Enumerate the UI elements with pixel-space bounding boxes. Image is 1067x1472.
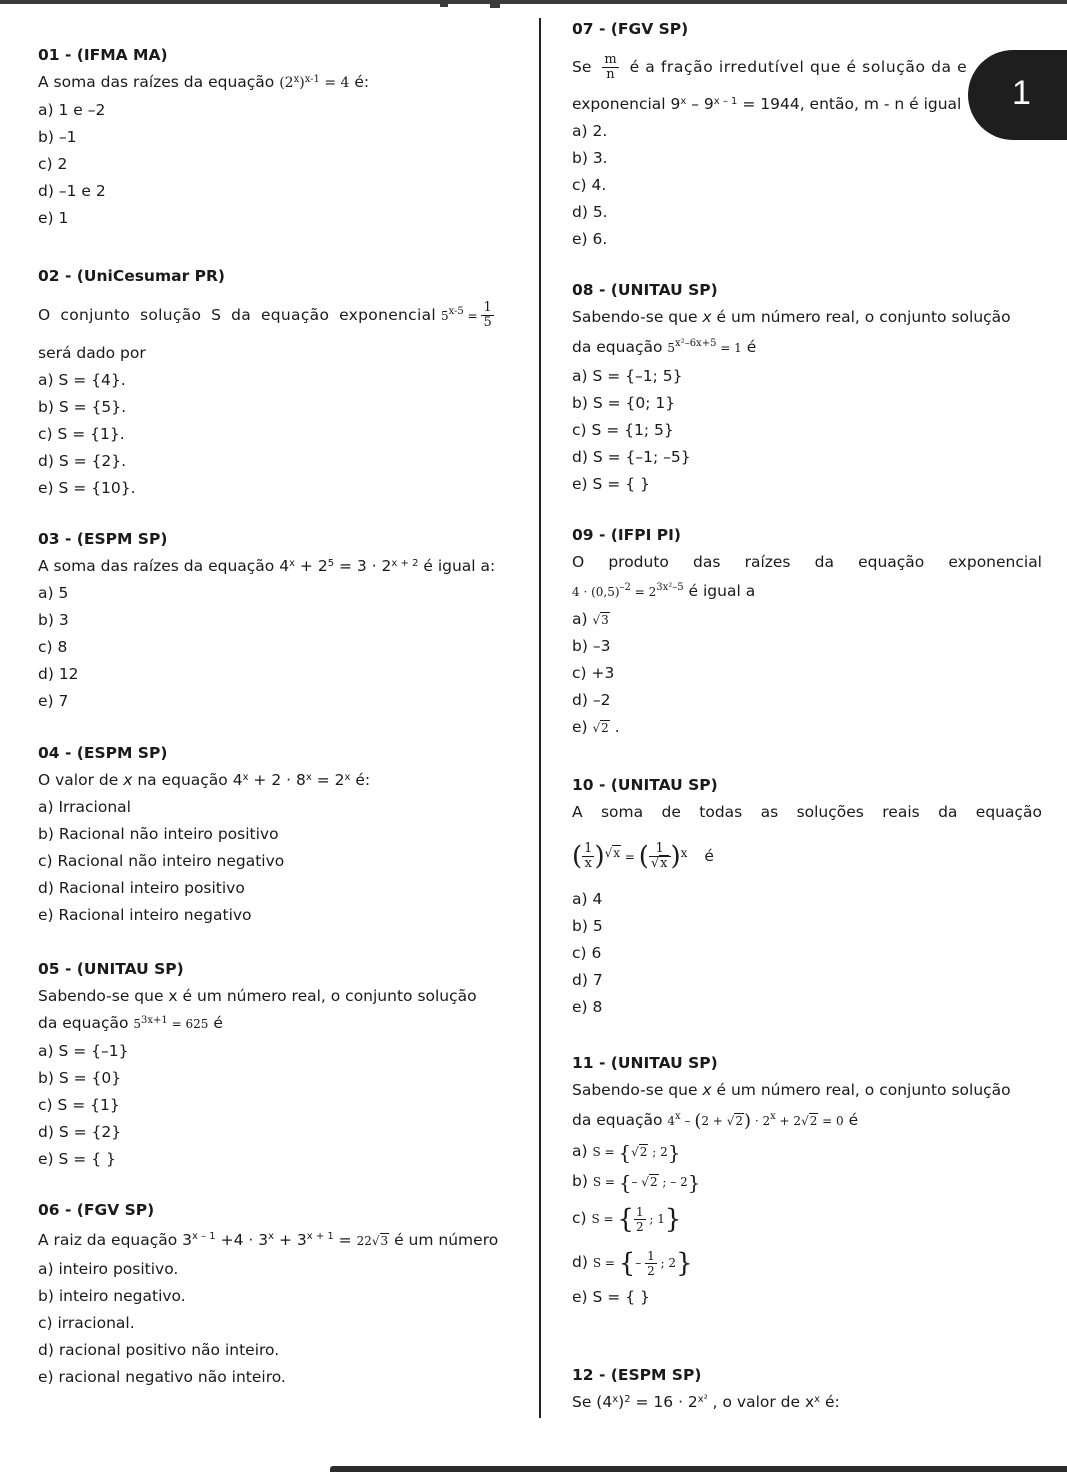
question-title: 05 - (UNITAU SP) xyxy=(38,960,184,978)
option-b: b) inteiro negativo. xyxy=(38,1287,186,1305)
question-06 xyxy=(38,1197,508,1391)
option-d: d) –2 xyxy=(572,691,611,709)
question-11 xyxy=(572,1050,1042,1311)
option-a: a) 5 xyxy=(38,584,69,602)
option-e: e) S = { } xyxy=(572,1288,650,1306)
question-stem: A soma de todas as soluções reais da equação xyxy=(572,803,1042,821)
option-b: b) S = {0; 1} xyxy=(572,394,676,412)
question-title: 11 - (UNITAU SP) xyxy=(572,1054,718,1072)
question-stem-cont: ( $\frac{1}{x}$ )$^{√x}$ = ( $\frac{1}{√x}$ )$^x$ é xyxy=(572,841,714,872)
question-08 xyxy=(572,277,1042,498)
question-title: 03 - (ESPM SP) xyxy=(38,530,168,548)
option-e: e) racional negativo não inteiro. xyxy=(38,1368,286,1386)
question-09 xyxy=(572,522,1042,741)
question-stem: Se $\frac{m}{n}$ é a fração irredutível que é solução da e xyxy=(572,52,968,82)
option-c: c) S = {1; 5} xyxy=(572,421,674,439)
option-e: e) S = {10}. xyxy=(38,479,136,497)
option-b: b) S = {0} xyxy=(38,1069,122,1087)
option-a: a) S = {–1; 5} xyxy=(572,367,683,385)
option-d: d) 7 xyxy=(572,971,603,989)
question-title: 10 - (UNITAU SP) xyxy=(572,776,718,794)
option-c: c) S = { $\frac{1}{2}$ ; 1} xyxy=(572,1204,682,1235)
question-title: 12 - (ESPM SP) xyxy=(572,1366,702,1384)
option-a: a) Irracional xyxy=(38,798,131,816)
option-c: c) +3 xyxy=(572,664,615,682)
option-c: c) S = {1} xyxy=(38,1096,120,1114)
question-03 xyxy=(38,526,508,715)
option-d: d) racional positivo não inteiro. xyxy=(38,1341,280,1359)
option-d: d) S = {–1; –5} xyxy=(572,448,691,466)
option-b: b) 5 xyxy=(572,917,603,935)
question-title: 02 - (UniCesumar PR) xyxy=(38,267,225,285)
option-d: d) S = {2}. xyxy=(38,452,127,470)
question-10 xyxy=(572,772,1042,1021)
option-d: d) S = {– $\frac{1}{2}$ ; 2} xyxy=(572,1248,693,1279)
option-d: d) Racional inteiro positivo xyxy=(38,879,245,897)
question-stem-cont: exponencial $9^x - 9^{x - 1} = 1944$, então, m - n é igual xyxy=(572,95,962,113)
question-stem-cont: da equação $5^{3x+1} = 625$ é xyxy=(38,1014,223,1032)
option-a: a) S = {√2 ; 2} xyxy=(572,1140,681,1165)
option-c: c) 4. xyxy=(572,176,607,194)
question-05 xyxy=(38,956,508,1173)
question-stem-cont: $4 \cdot (0,5)^{-2} = 2^{3x^2-5}$ é igual a xyxy=(572,582,756,600)
option-d: d) 12 xyxy=(38,665,79,683)
question-stem: O produto das raízes da equação exponencial xyxy=(572,553,1042,571)
top-border xyxy=(0,0,1067,4)
question-stem: O conjunto solução S da equação exponencial $5^{x-5}$ = $\frac{1}{5}$ xyxy=(38,300,492,330)
question-02 xyxy=(38,263,508,502)
page-number-badge: 1 xyxy=(968,50,1067,140)
option-e: e) √2 . xyxy=(572,718,620,736)
option-a: a) 1 e –2 xyxy=(38,101,106,119)
question-stem: A raiz da equação $3^{x - 1} +4 \cdot 3^x + 3^{x + 1} = 22√3$ é um número xyxy=(38,1231,499,1249)
question-stem: Sabendo-se que x é um número real, o conjunto solução xyxy=(572,1081,1011,1099)
question-stem: O valor de x na equação $4^x + 2 \cdot 8^x = 2^x$ é: xyxy=(38,771,371,789)
question-stem: A soma das raízes da equação $(2^x)^{x-1} = 4$ é: xyxy=(38,73,370,91)
option-e: e) 7 xyxy=(38,692,69,710)
option-e: e) 1 xyxy=(38,209,69,227)
option-c: c) irracional. xyxy=(38,1314,135,1332)
option-b: b) –3 xyxy=(572,637,611,655)
option-b: b) S = {– √2 ; – 2} xyxy=(572,1170,701,1195)
option-b: b) S = {5}. xyxy=(38,398,127,416)
question-stem: Se $(4^x)^2 = 16 \cdot 2^{x^2}$ , o valor de $x^x$ é: xyxy=(572,1393,840,1411)
option-e: e) S = { } xyxy=(38,1150,116,1168)
bottom-bar xyxy=(330,1466,1067,1472)
question-stem: Sabendo-se que x é um número real, o conjunto solução xyxy=(38,987,477,1005)
option-c: c) S = {1}. xyxy=(38,425,125,443)
question-12 xyxy=(572,1362,1042,1416)
option-d: d) –1 e 2 xyxy=(38,182,106,200)
option-b: b) 3. xyxy=(572,149,608,167)
option-e: e) 8 xyxy=(572,998,603,1016)
option-d: d) 5. xyxy=(572,203,608,221)
option-e: e) Racional inteiro negativo xyxy=(38,906,252,924)
option-e: e) S = { } xyxy=(572,475,650,493)
option-e: e) 6. xyxy=(572,230,608,248)
question-title: 08 - (UNITAU SP) xyxy=(572,281,718,299)
option-a: a) S = {–1} xyxy=(38,1042,129,1060)
question-01 xyxy=(38,42,508,232)
option-a: a) 4 xyxy=(572,890,603,908)
question-title: 07 - (FGV SP) xyxy=(572,20,689,38)
option-c: c) 6 xyxy=(572,944,602,962)
question-stem-cont: será dado por xyxy=(38,344,146,362)
option-c: c) 8 xyxy=(38,638,68,656)
option-c: c) Racional não inteiro negativo xyxy=(38,852,285,870)
option-b: b) Racional não inteiro positivo xyxy=(38,825,279,843)
question-stem: Sabendo-se que x é um número real, o conjunto solução xyxy=(572,308,1011,326)
question-title: 09 - (IFPI PI) xyxy=(572,526,681,544)
column-divider xyxy=(539,18,541,1418)
option-a: a) 2. xyxy=(572,122,608,140)
question-title: 06 - (FGV SP) xyxy=(38,1201,155,1219)
option-b: b) –1 xyxy=(38,128,77,146)
option-a: a) √3 xyxy=(572,610,609,628)
question-stem: A soma das raízes da equação $4^x + 2^5 = 3 \cdot 2^{x + 2}$ é igual a: xyxy=(38,557,496,575)
option-a: a) S = {4}. xyxy=(38,371,126,389)
option-a: a) inteiro positivo. xyxy=(38,1260,179,1278)
top-mark xyxy=(440,4,500,8)
question-stem-cont: da equação $5^{x^2-6x+5} = 1$ é xyxy=(572,338,757,356)
question-04 xyxy=(38,740,508,929)
option-d: d) S = {2} xyxy=(38,1123,122,1141)
option-b: b) 3 xyxy=(38,611,69,629)
question-stem-cont: da equação $4^x - (2 + √2) \cdot 2^x + 2√2 = 0$ é xyxy=(572,1110,859,1132)
question-title: 01 - (IFMA MA) xyxy=(38,46,168,64)
option-c: c) 2 xyxy=(38,155,68,173)
question-07 xyxy=(572,16,1042,253)
question-title: 04 - (ESPM SP) xyxy=(38,744,168,762)
